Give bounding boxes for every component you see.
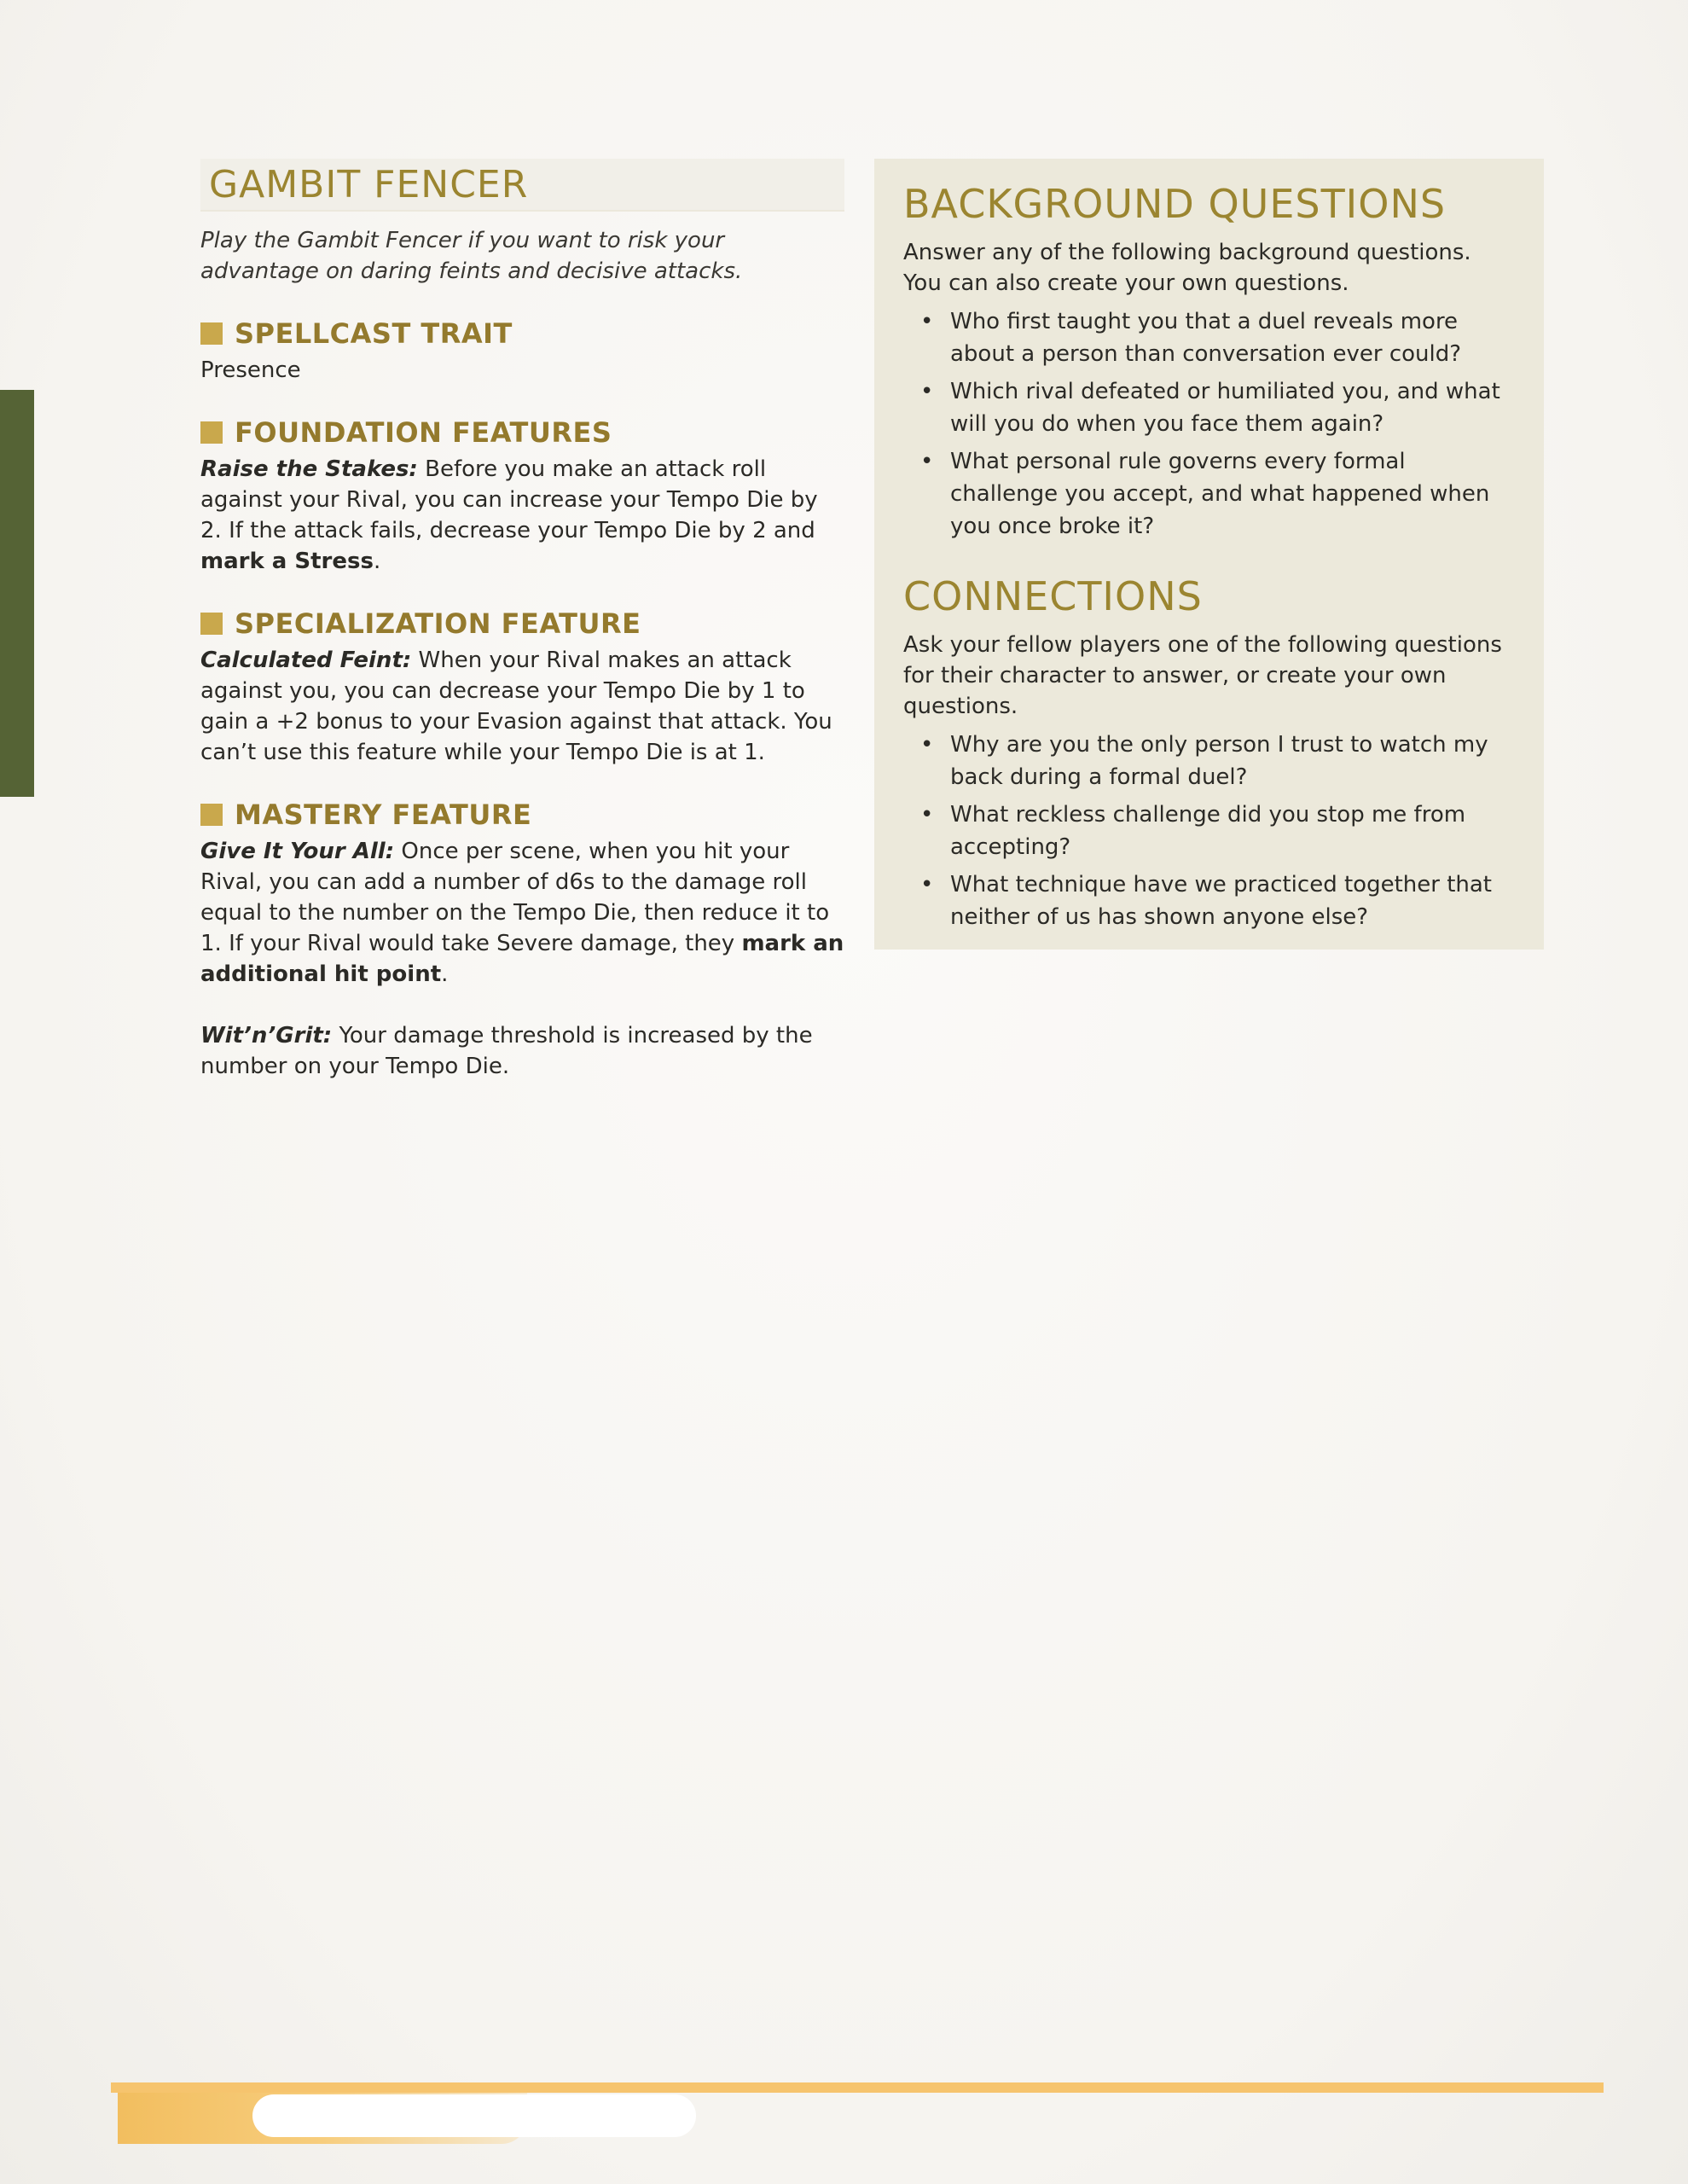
background-intro: Answer any of the following background questions. You can also create your own questions. xyxy=(903,240,1471,296)
heading-square-icon xyxy=(200,613,223,635)
heading-square-icon xyxy=(200,322,223,345)
bullet-icon: • xyxy=(920,872,934,897)
feature-name: Calculated Feint: xyxy=(200,648,412,673)
spellcast-heading xyxy=(200,317,844,350)
feature-text: When your Rival makes an attack against you, you can decrease your Tempo Die by 1 to gain a +2 bonus to your Evasion against that attack. You can’t use this feature while your Tempo Die is at 1. xyxy=(200,648,832,765)
feature-name: Raise the Stakes: xyxy=(200,456,418,482)
footer-bar xyxy=(111,2082,1604,2093)
list-item: • Why are you the only person I trust to watch my back during a formal duel? xyxy=(903,729,1515,793)
footer-page-tab xyxy=(252,2094,696,2137)
connections-question-list xyxy=(903,729,1515,933)
heading-square-icon xyxy=(200,804,223,826)
background-questions-heading: BACKGROUND QUESTIONS xyxy=(903,181,1447,227)
feature-text: Your damage threshold is increased by the number on your Tempo Die. xyxy=(200,1023,813,1079)
heading-square-icon xyxy=(200,421,223,444)
intro-text: Play the Gambit Fencer if you want to risk your advantage on daring feints and decisive attacks. xyxy=(200,228,743,284)
feature-text: Once per scene, when you hit your Rival, you can add a number of d6s to the damage roll equal to the number on the Tempo Die, then reduce it to 1. If your Rival would take Severe damage, they xyxy=(200,839,830,956)
list-item: • Which rival defeated or humiliated you, and what will you do when you face them again? xyxy=(903,375,1515,440)
bullet-icon: • xyxy=(920,732,934,758)
page-title: GAMBIT FENCER xyxy=(209,162,529,206)
feature-name: Give It Your All: xyxy=(200,839,395,864)
mastery-feature-1 xyxy=(200,836,844,990)
feature-bold-text: mark an additional hit point xyxy=(200,931,844,987)
mastery-heading-label: MASTERY FEATURE xyxy=(235,799,532,831)
questions-panel xyxy=(874,159,1544,950)
bullet-icon: • xyxy=(920,802,934,828)
mastery-heading xyxy=(200,799,844,831)
foundation-heading-label: FOUNDATION FEATURES xyxy=(235,416,612,449)
list-item: • What personal rule governs every formal challenge you accept, and what happened when you once broke it? xyxy=(903,445,1515,543)
chapter-side-tab xyxy=(0,390,34,797)
feature-name: Wit’n’Grit: xyxy=(200,1023,333,1048)
left-column xyxy=(200,159,844,1082)
bullet-icon: • xyxy=(920,309,934,334)
foundation-heading xyxy=(200,416,844,449)
list-item: • What reckless challenge did you stop me from accepting? xyxy=(903,799,1515,863)
bullet-icon: • xyxy=(920,449,934,474)
spellcast-value: Presence xyxy=(200,357,301,383)
specialization-feature xyxy=(200,645,844,768)
bullet-icon: • xyxy=(920,379,934,404)
title-bar xyxy=(200,159,844,212)
specialization-heading-label: SPECIALIZATION FEATURE xyxy=(235,607,641,640)
feature-tail: . xyxy=(441,961,449,987)
list-item: • Who first taught you that a duel reveals more about a person than conversation ever could? xyxy=(903,305,1515,370)
spellcast-heading-label: SPELLCAST TRAIT xyxy=(235,317,513,350)
foundation-feature xyxy=(200,454,844,577)
specialization-heading xyxy=(200,607,844,640)
feature-bold-text: mark a Stress xyxy=(200,549,374,574)
background-question-list xyxy=(903,305,1515,543)
feature-text: Before you make an attack roll against your Rival, you can increase your Tempo Die by 2. If the attack fails, decrease your Tempo Die by 2 and xyxy=(200,456,818,543)
mastery-feature-2 xyxy=(200,1020,844,1082)
list-item: • What technique have we practiced together that neither of us has shown anyone else? xyxy=(903,868,1515,933)
feature-tail: . xyxy=(373,549,381,574)
connections-heading: CONNECTIONS xyxy=(903,573,1203,619)
connections-intro: Ask your fellow players one of the following questions for their character to answer, or create your own questions. xyxy=(903,632,1502,719)
